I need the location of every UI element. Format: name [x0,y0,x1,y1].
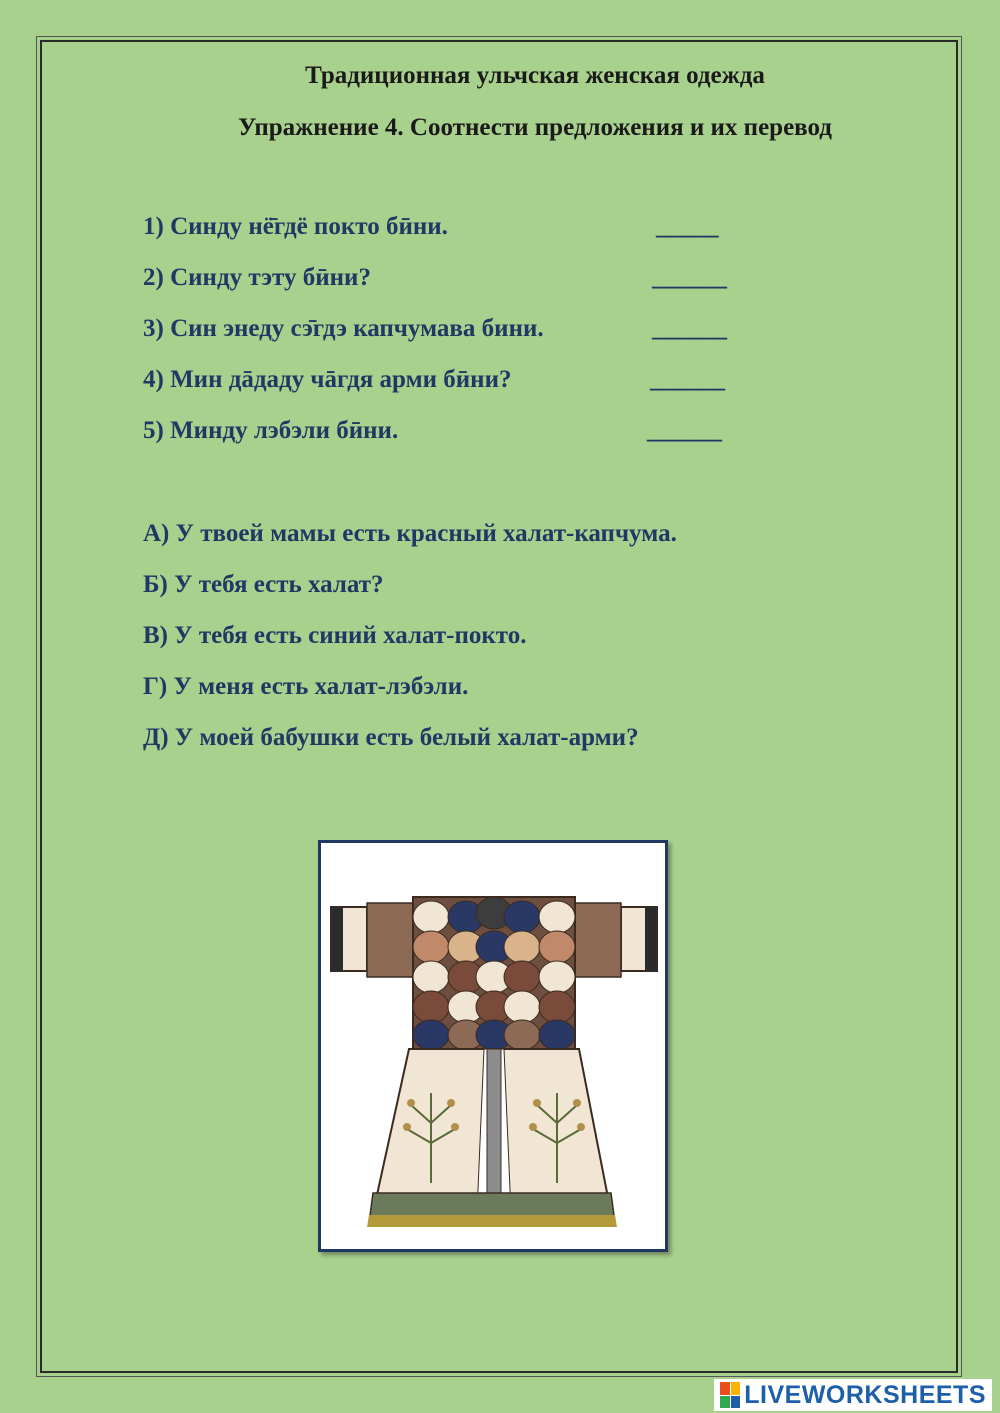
sentence-item [143,264,763,315]
translation-item: Б) У тебя есть халат? [143,571,384,598]
sentence-text: 4) Мин дāдаду чāгдя арми бӣни? [143,366,512,393]
liveworksheets-logo-icon [720,1382,740,1408]
robe-image [318,840,668,1252]
answer-blank[interactable]: ______ [650,366,725,393]
answer-blank[interactable]: ______ [647,417,722,444]
exercise-instruction: Упражнение 4. Соотнести предложения и их перевод [238,114,832,141]
translation-item: Г) У меня есть халат-лэбэли. [143,673,469,700]
sentence-item [143,417,763,468]
answer-blank[interactable]: ______ [652,315,727,342]
sentence-text: 2) Синду тэту бӣни? [143,264,371,291]
sentence-item [143,213,763,264]
embroidered-robe-illustration [321,843,665,1249]
sentence-text: 3) Син энеду сэ̄гдэ капчумава бини. [143,315,544,342]
translation-item: А) У твоей мамы есть красный халат-капчума. [143,520,677,547]
translation-list [143,520,903,775]
footer-brand: LIVEWORKSHEETS [744,1380,986,1409]
sentence-list [143,213,763,468]
answer-blank[interactable]: _____ [656,213,719,240]
sentence-item [143,366,763,417]
sentence-text: 1) Синду нё̄гдё покто бӣни. [143,213,448,240]
translation-item: В) У тебя есть синий халат-покто. [143,622,527,649]
sentence-item [143,315,763,366]
liveworksheets-footer [714,1379,992,1411]
page-title: Традиционная ульчская женская одежда [305,62,765,89]
sentence-text: 5) Минду лэбэли бӣни. [143,417,399,444]
answer-blank[interactable]: ______ [652,264,727,291]
translation-item: Д) У моей бабушки есть белый халат-арми? [143,724,639,751]
